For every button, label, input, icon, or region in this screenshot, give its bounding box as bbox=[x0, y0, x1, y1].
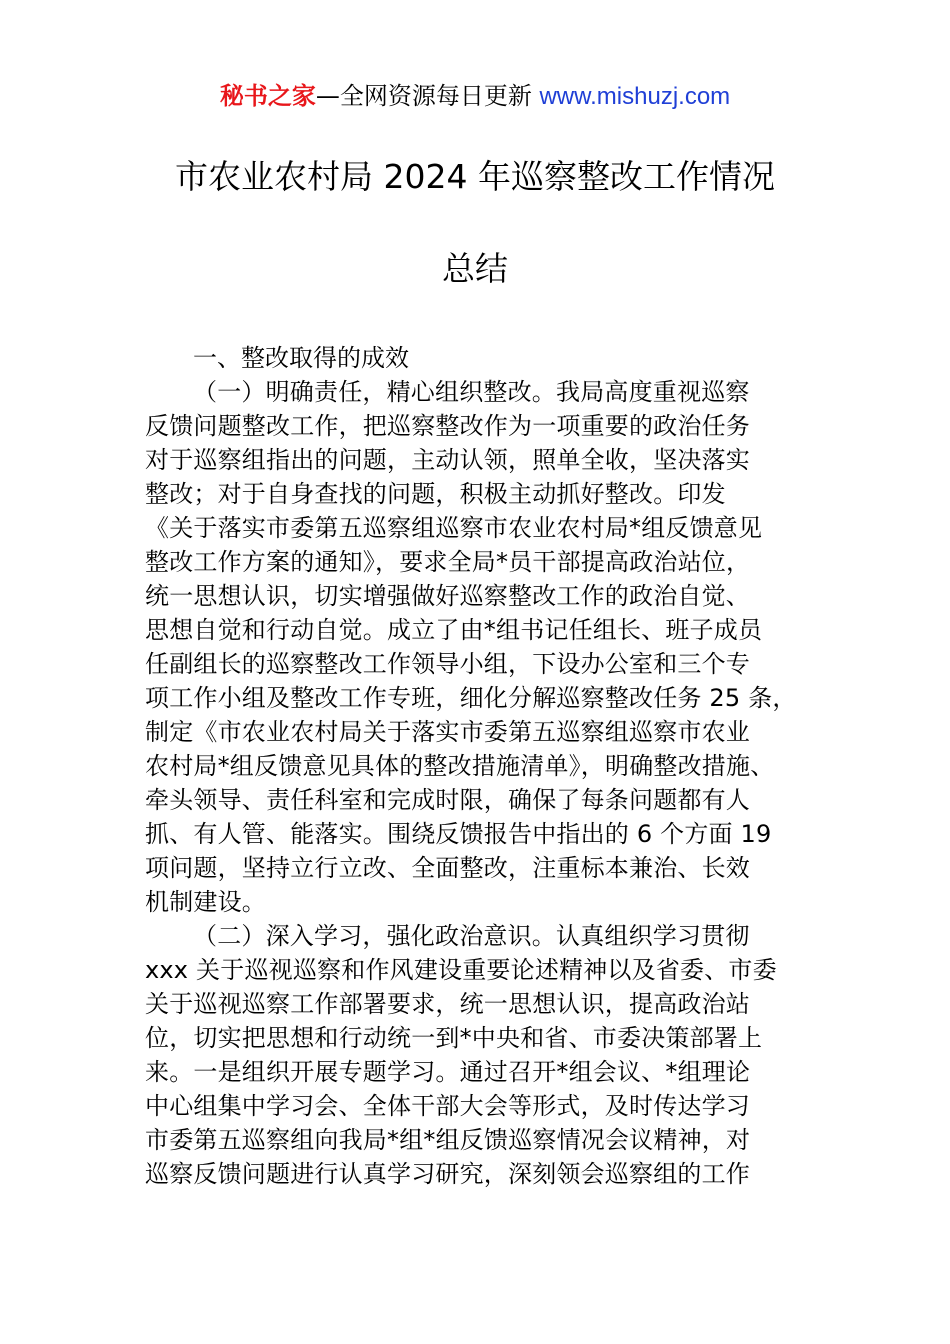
paragraph-line: 位，切实把思想和行动统一到*中央和省、市委决策部署上 bbox=[145, 1024, 763, 1052]
site-tagline: —全网资源每日更新 bbox=[315, 82, 540, 110]
paragraph-line: 中心组集中学习会、全体干部大会等形式，及时传达学习 bbox=[145, 1092, 750, 1120]
site-url-link[interactable]: www.mishuzj.com bbox=[539, 83, 731, 110]
paragraph-line: xxx 关于巡视巡察和作风建设重要论述精神以及省委、市委 bbox=[145, 956, 777, 984]
paragraph-line: （一）明确责任，精心组织整改。我局高度重视巡察 bbox=[193, 378, 750, 406]
site-banner bbox=[0, 80, 950, 113]
document-title-line-1: 市农业农村局 2024 年巡察整改工作情况 bbox=[175, 157, 775, 196]
paragraph-line: 关于巡视巡察工作部署要求，统一思想认识，提高政治站 bbox=[145, 990, 750, 1018]
paragraph-line: 整改工作方案的通知》，要求全局*员干部提高政治站位， bbox=[145, 548, 751, 576]
paragraph-line: 机制建设。 bbox=[145, 888, 266, 916]
paragraph-line: 统一思想认识，切实增强做好巡察整改工作的政治自觉、 bbox=[145, 582, 750, 610]
paragraph-line: 项工作小组及整改工作专班，细化分解巡察整改任务 25 条， bbox=[145, 684, 797, 712]
paragraph-line: 制定《市农业农村局关于落实市委第五巡察组巡察市农业 bbox=[145, 718, 750, 746]
paragraph-line: 农村局*组反馈意见具体的整改措施清单》，明确整改措施、 bbox=[145, 752, 775, 780]
paragraph-line: 对于巡察组指出的问题，主动认领，照单全收，坚决落实 bbox=[145, 446, 750, 474]
paragraph-line: （二）深入学习，强化政治意识。认真组织学习贯彻 bbox=[193, 922, 750, 950]
paragraph-line: 巡察反馈问题进行认真学习研究，深刻领会巡察组的工作 bbox=[145, 1160, 750, 1188]
paragraph-line: 整改；对于自身查找的问题，积极主动抓好整改。印发 bbox=[145, 480, 726, 508]
paragraph-line: 项问题，坚持立行立改、全面整改，注重标本兼治、长效 bbox=[145, 854, 750, 882]
paragraph-line: 反馈问题整改工作，把巡察整改作为一项重要的政治任务 bbox=[145, 412, 750, 440]
paragraph-line: 《关于落实市委第五巡察组巡察市农业农村局*组反馈意见 bbox=[145, 514, 763, 542]
paragraph-line: 思想自觉和行动自觉。成立了由*组书记任组长、班子成员 bbox=[145, 616, 763, 644]
paragraph-line: 市委第五巡察组向我局*组*组反馈巡察情况会议精神，对 bbox=[145, 1126, 751, 1154]
paragraph-line: 抓、有人管、能落实。围绕反馈报告中指出的 6 个方面 19 bbox=[145, 820, 772, 848]
section-heading: 一、整改取得的成效 bbox=[193, 344, 409, 372]
paragraph-line: 牵头领导、责任科室和完成时限，确保了每条问题都有人 bbox=[145, 786, 750, 814]
paragraph-line: 任副组长的巡察整改工作领导小组，下设办公室和三个专 bbox=[145, 650, 750, 678]
site-brand: 秘书之家 bbox=[219, 82, 316, 110]
paragraph-line: 来。一是组织开展专题学习。通过召开*组会议、*组理论 bbox=[145, 1058, 751, 1086]
document-title-line-2: 总结 bbox=[442, 249, 508, 288]
